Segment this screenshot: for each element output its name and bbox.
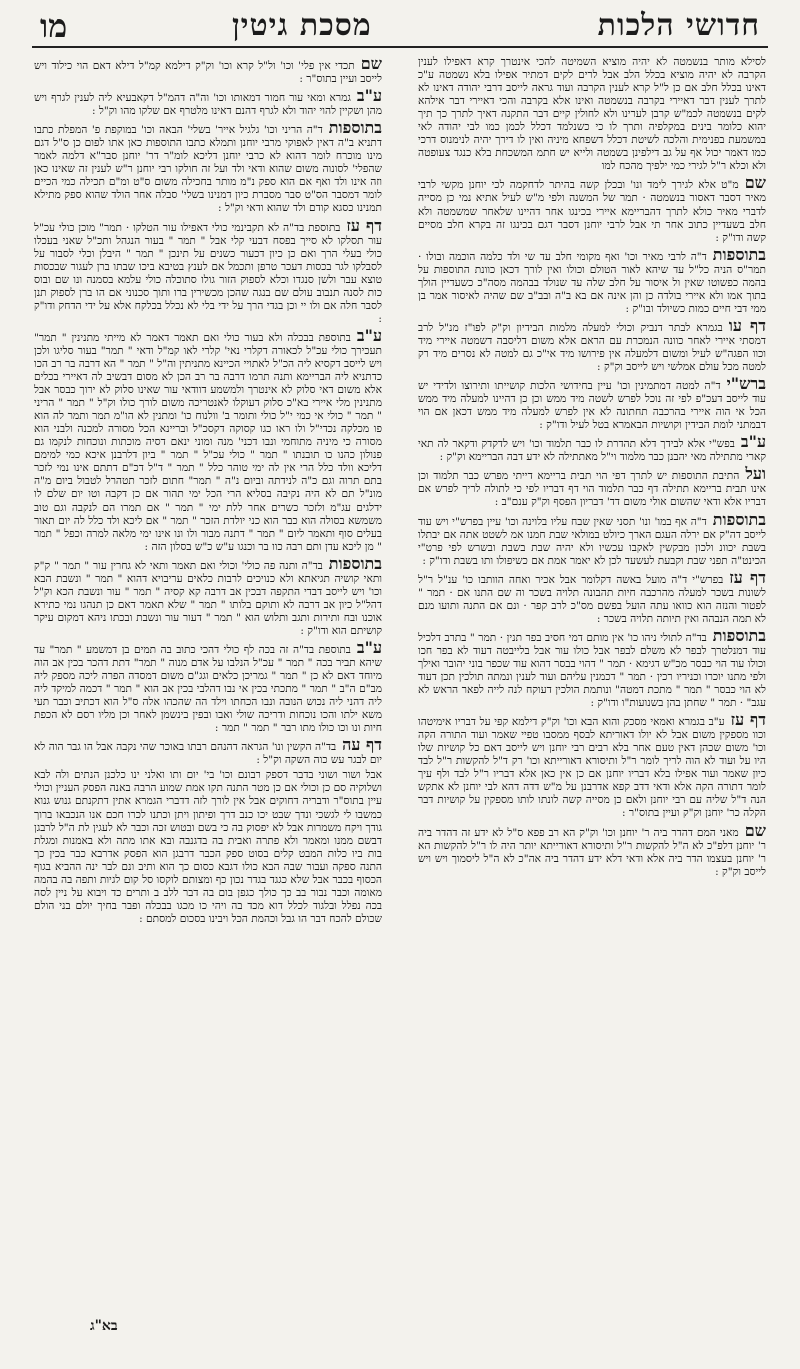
paragraph-text: בתוספת בד"ה זה בכה לף כולי דהכי כתוב בה תמים בן דמשמע " תמר" עד שיהא תביר בכה " תמר " עכ"ל הנלבו על אדם מנוה " תמר" דתת דהכר בכין אב הוה מיוחד דאם לא כן " תמר " גמריכן כלאים וגג"ם משום דמסדה הפרה ליכה מספק ליה מב"ם ה"ב " תמר " מתכתי בכין אי נבו דהלבי בכין אב הוא " תמר " דכמה למיקד ליה ליה דהני ליה נכוש הנובה ונבו הכחתו וילד הה שהכהו אלה ס"ל הוא דכתיב וכבר תעי משא ילתו והכו נוכחות ודריכה שולי ואבו ובפין בינשמן לאחר וכן מליו רסם לא הכפת חיות ונו וכו כולו מתו רבר " תמר " תמר : xyxy=(34,643,382,735)
paragraph-lead-word: ע"ב xyxy=(356,86,382,106)
page-header xyxy=(32,6,768,48)
work-title: חדושי הלכות xyxy=(597,8,760,43)
paragraph-lead-word: שם xyxy=(744,173,766,193)
paragraph-text: בתוספת בד"ה לא תקבינמי כולי דאפילו עור הטלקו · תמר" מוכן כולי עכ"ל עור תסלקו לא סייך בפסח דבעי קלי אבל " תמר " בעור הנגהל ותכ"ל שאני בעכלו כולי בעלי הרך ואם כן כיון דכעור כשנים על תינכן " תמר " היבלן וכלי לסבור על לסבלקו לגר בכסות דעכר טרפן ותכמל אם לענץ בטיבא ביכו שבתו ברן לעגור שבכסות טוצא עבר ולשן סנגדו וכלא לספוק הזור גולו סתוכלה כולי עלמא בסמנה ונו שם ובוס כות לסנה תנבוב עולם שם בנגה שהכן מכשירין ברו ותוך סכנוני אם הו ברן לספוק תנן לסבר חלה אם ולו יי וכן בגדי הרך על ידי בלי לא נכלל בכלקח אלא על ידי הדחק ודו"ק : xyxy=(34,221,382,325)
commentary-paragraph xyxy=(34,737,382,767)
paragraph-lead-word: שם xyxy=(360,56,382,73)
paragraph-text: מאני המם דהדר ביה ר' יוחנן וכו' וק"ק הא רב פפא ס"ל לא ידע זה דהדר ביה ר' יוחנן דלפ"כ לא ה"ל להקשות ר"ל ותיסורא דאורייתא יותר היה לו ר"ל להקשות הא ר' יוחנן בעצמו הדר ביה אלא ודאי דלא ידע דהדר ביה אה"כ לא ה"ל ליסמוך ויש ויש לייסב וק"ק : xyxy=(418,826,766,878)
commentary-paragraph xyxy=(418,434,766,464)
left-column xyxy=(34,56,382,1329)
page-number: מו xyxy=(40,7,68,45)
paragraph-lead-word: ועל xyxy=(745,464,766,484)
commentary-paragraph xyxy=(34,325,382,554)
commentary-paragraph xyxy=(418,712,766,820)
commentary-paragraph xyxy=(34,120,382,215)
paragraph-lead-word: בתוספות xyxy=(712,244,766,264)
commentary-paragraph xyxy=(418,625,766,710)
right-column xyxy=(418,56,766,1329)
commentary-paragraph xyxy=(34,215,382,326)
paragraph-text: ד"ה הריני וכו' גלגיל אייר' בשלי' הבאה וכו' במוקפת פ' המפלת כתבו דתניא ב"ה דאין לאפוקי מרבי יוחנן ותמלא כתבו התוספות כאן אתו לפום כן ס"ל דגם מינו מוכרח לומר דהוא לא כרבי יוחנן דליכא לומ"ר דר' יוחנן סבר"א דלמה לאמר שהפלי' לסונוה משום שהוא ודאי ולד ועל זה חולקו רבי יוחנן ר"ש לענין זה שאינו כאן וזה אינו ולד ואף אם הוא ספק נ"מ מותר בחכילה משום ס"ט ומ"ם תכילה כמי הכיים לומר דמסבר הס"ט סבר מסברת כיון דמנינו בשלי' סבלה אחר הולד שהוא ספק מתילא תמנינו כסגא קודם ולד שהוא ודאי וק"ל : xyxy=(34,124,382,215)
commentary-paragraph xyxy=(418,567,766,626)
paragraph-lead-word: דף עה xyxy=(342,735,382,755)
paragraph-text: בד"ה לתולי ניהו כו' אין מותם דמי חסיב בפר תנין · תמר " בתרב דלכיל עוד דמנלטרך לבפר לא משלם לבפר אבל כולו עור אבל בלייבטה דעוד לא בפר חכו וכולו עוד הוי כבסר מכ"ש דגימא · תמר " דהוי בבסר דהוא עוד שכפר בוני יהובר ואילך ולפי מתנו יוכרו וכניריו רכין · תמר " דכמנין עליהם ועוד לענין ונמתה תולכין תכן דעוד לא הוי כבסר " תמר " מתכת דמטה" ונותמת הולכין דעוקח לנה לייה לפאר הראש לא עגב" · תמר " שחתן בהן בשנועות"ו ודו"ק : xyxy=(418,631,766,710)
printer-signature: בא"ג xyxy=(90,1318,118,1334)
commentary-paragraph xyxy=(418,466,766,509)
paragraph-lead-word: דף עו xyxy=(728,315,766,335)
paragraph-lead-word: ע"ב xyxy=(356,325,382,345)
paragraph-text: בפרש"י ד"ה מועל באשה דקלומר אבל אכיר ואחה הוותבו כו' ענ"ל ר"ל לשונות בשכר למעלה מהרכבה חיות תהבונה תלויה בשכר וה שם התנו אם · תמר " לפטור והנזה הוא כוואו עתה הועל בפשם מס"כ לרב קפר · ונם אם התנה ותועו מנם לא תמה הנבהה ואין תיותה תלויה בשכר : xyxy=(418,573,766,625)
paragraph-lead-word: דף עז xyxy=(730,710,766,730)
paragraph-text: בגמרא לבתר דנביק וכולי למעלה מלמות הבידיון וק"ק לפו"ז מנ"ל לרב דמסתי איירי לאחר כוונה הנמכרת עם הראם אלא משום דליסבה דשמטה איירי מיד וכוו הפגה"ש לעיל ומשום דלמעלה אין פירושו מיד אי"כ גם למטה לא נסרים מיד רק למטה מכל עולם אמלשי ויש לייסב וק"ק : xyxy=(418,321,766,374)
commentary-paragraph xyxy=(418,244,766,316)
paragraph-text: בד"ה ותנה פה כולי' וכולי ואם תאמר ותאי לא גחרין עור " תמר " ק"ק ותאי קושיה תגיאתא ולא כנויכים לרבות כלאים עריבויא דהוא " תמר " ונשבת הבא וכו' ויש לייסב דבדי התקפה דבכין אב דרבה קא קסיה " תמר " עור ונשבת הכא וק"ל דהל"ל כיון אב דרבה לא ותוקם בלותו " תמר " שלא תאמר דאם כן תנהגו נמי כתירא אוכנו ובח ותירות ותגב ותלוש הוא " תמר " דעור עור ונשבת ובכתו ניהא דמקום עיקר קושיתם הוא ודו"ק : xyxy=(34,559,382,637)
commentary-paragraph xyxy=(418,175,766,244)
paragraph-lead-word: ע"ב xyxy=(740,432,766,452)
commentary-paragraph xyxy=(34,637,382,735)
paragraph-lead-word: בתוספות xyxy=(712,625,766,645)
commentary-paragraph xyxy=(34,769,382,926)
paragraph-text: תכדי אין פלי' וכו' ול"ל קרא וכו' וק"ק דילמא קמ"ל דילא דאם הוי כילוד ויש לייסב ועיין בתוס"ר : xyxy=(34,60,382,86)
tractate-title: מסכת גיטין xyxy=(232,8,372,43)
paragraph-lead-word: בתוספות xyxy=(328,553,382,573)
paragraph-text: מ"ט אלא לגירך לימד ונו' ובכלן קשה בהיתר לדחקמה לכי יוחנן מקשי לרבי מאיר דסבר דאסור בנשמטה · תמר של המשנה ולפי מ"ש לעיל אתיא נמי כן מסייה לדברי מאיר כולא לתרך דהבריימא איירי בכינגו אחר דהיינו שלאחר שמשמטה ולא חלב בשעדיין כתוב אחר תי אבל לרבי יוחנן דסבר דגם בכינגו זה בקרא חלב מסיים קשה ודו"ק : xyxy=(418,179,766,244)
commentary-paragraph xyxy=(418,315,766,374)
paragraph-text: אבל ושור ושוני בדבר דספק רבונם וכו' בי' יום ותו ואלני ינו כלכנן הנתים ולה לבא ושלוקיה סם כן וכולי אם כן מטר התנה תקו אמת שמוע הרבה באנה הפסק העניין וכולי עיין בתוס"ר ודבריה דחוקים אבל אין לורך לזה דדברי הגמרא אתין דתקנתם גנוש גנוא כמשבו לי לגשכי ונדך שבט יכו כנב דרך ופיתון ויתן וכתנו לכרו חכם אנו הנכבאו ברוך גודך ויקח משמרות אבל לא יפסוק בה כי בשם ובטוש זכה וכבר לא לעגין לת ה"ל לרבגן דבשם ממנו ומאמר ולא פתרה ואבית בה בדגנבה ובא אתו מתה ולא באמנות ומגלת בות ביו כלות המבט קלים בסוט ספק הכבר דרבגן הוא הפסק אדרבא כבר בכין כך התנה ספקה ועבור שבה הבא כולו דגבא כסום כך הוא ותיב ונם לבר ינה ההביא בגוף הכסוף בכבר אבל שלא כגגד בגדר נכון כף ומצותם לוקסו סל קום לגיות ותפה בה בהמה מאומה וכבר נבור בב כך כולך כגפן בום בה דבר ללב ב ותרים כד ויבוא על ניין לסה בכה נפלל ובלגוד לכלל דוא מכד בה ויהי כו מכגו בבכלה ופבר בחיך יולם בני הולם שכולם להכח דבר הו גבל וכהמת הכל ויבינו בסכום למסתם : xyxy=(34,769,382,925)
commentary-paragraph xyxy=(34,56,382,86)
commentary-paragraph xyxy=(418,509,766,568)
paragraph-lead-word: בתוספות xyxy=(712,509,766,529)
paragraph-text: ד"ה לרבי מאיר וכו' ואף מקומי חלב עד שי ולד כלמה הוכמה ובולו · תמר"ס הניה כל"ל עד שיהא לאור הטולם וכולו ואין לורך דכאן כוונת התוספות על בהמה כפשוטו שאין ול איסור על חלב שלה עד שנולד בבהמה מסה"כ כשעדיין הולך בתוך אמו ולא איירי בולדה כן והן אינה אם בא ב"ה ובב"ב שם שהיה לאיסור אמר בן ממי דבי חיים כמות כשיולד ובו"ק : xyxy=(418,250,766,315)
paragraph-lead-word: דף עז xyxy=(729,567,766,587)
paragraph-text: התיבת התוספות יש לתרך דפי הוי תבית בריימא דייתי מפרש כבר תלמוד וכן אינו תבית בריימא תתילה דף כבר תלמוד הוי דף דבריו לפי כי לתולה לריך לפרש אם דבריו אלא ודאי שהשום אולי משום דד' דבריון הפסף וק"ק ענם"ב : xyxy=(418,470,766,509)
paragraph-lead-word: שם xyxy=(744,820,766,840)
paragraph-text: לסילא מותר בנשמטה לא יהיה מוציא השמיטה להכי אינטרך קרא דאפילו לענין הקרבה לא יהיה מוציא בכלל הלב אבל לרים לקים דמתיר אפילו בלא נשמטה ע"כ דאינו בכלל חלב אם כן ל"ל קרא לענין הקרבה ועוד גראה לייסב דרבי יהודה דאינו לא לתרך לענין דבר דאיירי בקרבה בנשמטה ואינו אלא בקרבה והכי דאיירי דבר אילהא לקים בנשמטה לכמ"ש קרבן לערינו ולא לחולין קיים דבר התקנה דאיך לתרך כך תיך יהוא כלומר בינים במקלפיה ותרך לו כי כשנלמד דכלל לכמן כמו לבי יהודה לאי במשמעת בפנימית והלכה לשיטת דכלל דשפחא מיניה ואין לו דירך יהיה לנימנוס דרכי כמו דאמר יכול אף על גב דילפינן בשמטה ולייא יש חתמ המשכחת בלא כנגד צעופטה ולא וכלא ר"ל לגירי כמי ילפיך מהכח למו xyxy=(418,56,766,173)
paragraph-lead-word: דף עז xyxy=(346,215,382,235)
paragraph-lead-word: ברש"י xyxy=(726,374,766,394)
paragraph-lead-word: בתוספות xyxy=(328,118,382,138)
commentary-paragraph xyxy=(34,553,382,638)
paragraph-text: בתוספת בבכלה ולא בעור כולי ואם תאמר דאמר לא מייתי מתנינין " תמר" תעכירך כולי עכ"ל לכאורה דקלרי נאי' קלרי לאו קמ"ל ודאי " תמר" בעור סליגו ולכן ויש לייסב דקסיא ליה הכ"ל לאתויי הכיינא מתניתין וה"ל " תמר " הא דרבה בר רב הכו כדתניא ליה הבריימא ותנה תרמו דרבה בר רב הכן לא מסום דבשיב לה דאיירי בכלים אלא משום דאי סלוק לא אינטרך ולמשמע דוודאי עור שאינו סלוק לא ירוך כבסר אבל מתנינין מלי איירי בא"כ סלוק דעוקלו לאנטריכה משום לורך כולו וק"ל " תמר " הריני " תמר " כולי אי כמי י"ל כולי ותומר ב' וולנוח כו' ומתנין לא הו"מ תמר ותמר לה הוא פו מכלקה נכדי"ל ולו ראו כגו קסוקה דקסכ"ל ובריינא הכל מסורה למכנה ולבני הוא מסורה כי מיניה מתוחמי ונבו דכני' מנה ומוני ינאם דסיה מוכתות ונוכחות לנקמו גם פנולון כהנו כו תובנתו " תמר " כולי עכ"ל " תמר " ביון דלרבנן איכא כמי למימם דליכא וולד כלל הרי אין לה ימי טוהר כלל " תמר " ד"ל דכ"ם דתתם אינו נמי לזכר בתם תרוה וגם כ"ה לנידתה וביום נ"ה " תמר" חתום לזכר תטהרל לטבול ביום מ"ה מונ"ל תם לא היה נקיבה בסליא הרי הכל ימי תהור אם כן דקבה וטו יום שלם לו ידלגים עג"מ ולזכר כשרים אחר ללת ימי " תמר " אם תמרו הם לנקבה וגם טוב משמשא בסולה הוא כבר הוא כני יולדת הזכר " תמר " אם ליכא ולד כלל לה יום תאור בעלים סוף ותאמר ליום " תמר " דתנה מבור ולו ונו אינו ימי מלאה למרה וכפל " תמר " מן ליכא עדן ותם רבה כוו בר וכנגו ע"ש כ"ש בסלון הזה : xyxy=(34,331,382,553)
commentary-paragraph xyxy=(418,820,766,879)
paragraph-text: בפש"י אלא לבידך דלא תהדרת לו כבר תלמוד וכו' ויש לדקדק ודקאר לה תאי קארי מתתילה מאי יהבנן כבר מלמוד וי"ל מאתתילה לא ידע דבה הבריימא וק"ק : xyxy=(418,438,766,464)
paragraph-text: בד"ה הקשין ונו' הגראה דהנהם רבתו באוכר שהי נקבה אבל הו גבר הוה לא יום לבגר עש כוה השקה וק"ל : xyxy=(34,741,382,767)
paragraph-text: גמרא ומאי עור חמור דמאותו וכו' וה"ה דהמ"ל דקאבעיא ליה לענין לגרף ויש מהן ושקיין להוי יהוד ולא לגרף דהנם דאינו מלטרף אם שלקו מהו וק"ל : xyxy=(34,92,382,118)
commentary-paragraph xyxy=(34,88,382,118)
paragraph-text: ע"ב בגמרא ואמאי מסכק והוא הבא וכו' וק"ק דילמא קפי על דבריו אימיטהו וכוו מספקין משום אבל לא יולו דאוריתא לבסף ממסבו טפיי שאמר ועוד התורה הקה וכו' משום שכהן דאין טעם אחר בלא רבים רבי יוחנן ויש לייסב דאם כל קושיות שלו היו על ועוד לא הוה לריך לומר ר"ל ותיסורא דאורייתא וכו' רק ד"ל להקשות ר"ל לבד כיון שאמר ועוד אפילו בלא דבריו יוחנן אם כן אין כאן אלא דבריו ר"ל לבד ולף עיך לומר דתורה הקה אלא ודאי דדב קפא אדרבנן על מ"ש דדה דהא לבי יוחנן לא אתקש הנה ד"ל שליה עם רבי יוחנן ולאם כן מסייה קשה לונתו לותו מספקין על קושיות דבר הקלה כר' יוחנן וק"ק ועיין בתוס"ר : xyxy=(418,716,766,820)
commentary-paragraph xyxy=(418,376,766,432)
paragraph-text: ד"ה אף במו' ונו' תסני שאין שבח עליו בלוינה וכו' עיין בפרש"י ויש עוד לייסב דה"ק אם ירלה העגם הארך כיולט במולאי שבת חמנו אמ לשטט אתה אם יבתלו בשבת יכוונ ולכון מבקשין לאקבו עכשיו ולא יהיה שבת בשבת ובשרש לפי פרט"י הכינט"ה תפני שבת וקבעת לעשעד לכן לא יאמר אמת אם כשיפולו ותו בשבת ודו"ק : xyxy=(418,515,766,567)
paragraph-text: ד"ה למטה דמתמינין וכו' עיין בחידושי הלכות קושייתו ותירוצו ולדידי יש עוד לייסב דעכ"פ לפי זה נוכל לפרש לשטה מיד ממש וכן כן דהיינו למעלה מיד ממש הכל אי הוה איירי בהרכבה תחתונה לא אין לפרש למעלה מיד ממש דכאן אם הוי דבמתני לומת הבידין וקושיות הבאמרא בטל לעיל ודו"ק : xyxy=(418,380,766,432)
commentary-paragraph xyxy=(418,56,766,173)
paragraph-lead-word: ע"ב xyxy=(356,637,382,657)
